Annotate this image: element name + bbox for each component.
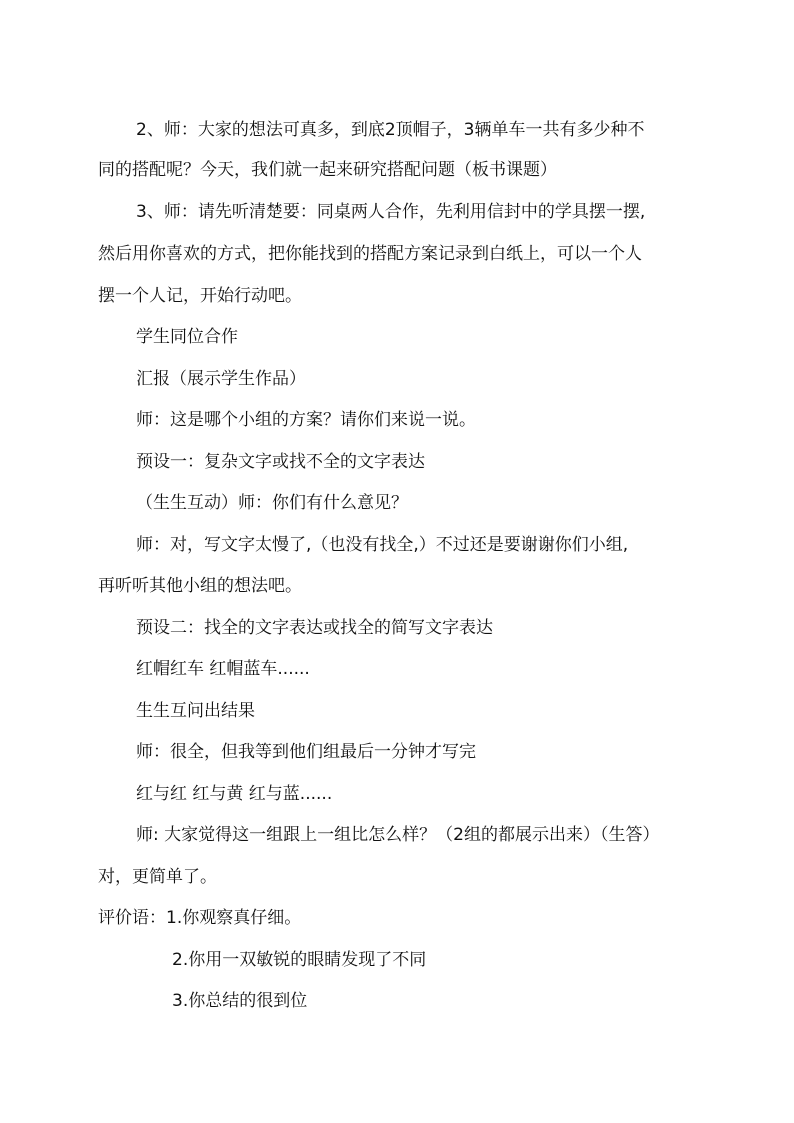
paragraph-line-9: 预设一：复杂文字或找不全的文字表达 bbox=[136, 452, 425, 472]
paragraph-line-16: 师：很全，但我等到他们组最后一分钟才写完 bbox=[136, 742, 476, 762]
paragraph-line-5: 摆一个人记，开始行动吧。 bbox=[98, 286, 302, 306]
paragraph-line-22: 3.你总结的很到位 bbox=[172, 991, 308, 1011]
paragraph-line-14: 红帽红车 红帽蓝车...... bbox=[136, 659, 310, 679]
paragraph-line-20: 评价语：1.你观察真仔细。 bbox=[98, 908, 302, 928]
paragraph-line-21: 2.你用一双敏锐的眼睛发现了不同 bbox=[172, 950, 427, 970]
paragraph-line-7: 汇报（展示学生作品） bbox=[136, 369, 306, 389]
paragraph-line-2: 同的搭配呢？今天，我们就一起来研究搭配问题（板书课题） bbox=[98, 160, 557, 180]
paragraph-line-17: 红与红 红与黄 红与蓝...... bbox=[136, 784, 333, 804]
paragraph-line-4: 然后用你喜欢的方式，把你能找到的搭配方案记录到白纸上，可以一个人 bbox=[98, 244, 642, 264]
paragraph-line-10: （生生互动）师：你们有什么意见？ bbox=[136, 493, 408, 513]
paragraph-line-3: 3、师：请先听清楚要：同桌两人合作，先利用信封中的学具摆一摆, bbox=[136, 202, 646, 222]
paragraph-line-1: 2、师：大家的想法可真多，到底2顶帽子，3辆单车一共有多少种不 bbox=[136, 120, 645, 140]
paragraph-line-8: 师：这是哪个小组的方案？请你们来说一说。 bbox=[136, 410, 476, 430]
paragraph-line-13: 预设二：找全的文字表达或找全的简写文字表达 bbox=[136, 618, 493, 638]
paragraph-line-6: 学生同位合作 bbox=[136, 327, 238, 347]
paragraph-line-11: 师：对，写文字太慢了,（也没有找全,）不过还是要谢谢你们小组, bbox=[136, 535, 629, 555]
paragraph-line-15: 生生互问出结果 bbox=[136, 701, 255, 721]
paragraph-line-12: 再听听其他小组的想法吧。 bbox=[98, 576, 302, 596]
paragraph-line-18: 师: 大家觉得这一组跟上一组比怎么样？（2组的都展示出来）（生答） bbox=[136, 825, 660, 845]
paragraph-line-19: 对，更简单了。 bbox=[98, 867, 217, 887]
